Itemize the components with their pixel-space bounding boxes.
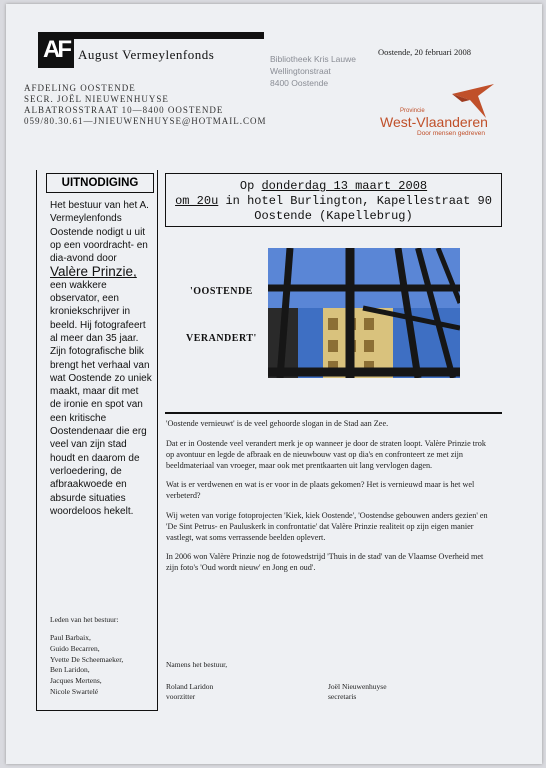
address-line: AFDELING OOSTENDE [24, 83, 136, 93]
address-line: ALBATROSSTRAAT 10—8400 OOSTENDE [24, 105, 224, 115]
body-paragraph: 'Oostende vernieuwt' is de veel gehoorde slogan in de Stad aan Zee. [166, 419, 389, 428]
library-stamp [270, 53, 356, 89]
address-line: SECR. JOËL NIEUWENHUYSE [24, 94, 169, 104]
body-paragraph: Wat is er verdwenen en wat is er voor in de plaats gekomen? Het is vernieuwd maar is het wel verbeterd? [166, 480, 475, 500]
board-heading: Leden van het bestuur: [50, 615, 119, 624]
body-paragraph: Dat er in Oostende veel verandert merk je op wanneer je door de straten loopt. Valère Prinzie trok op avontuur en legde de afbraak en de nieuwbouw vast op dia's en confronteert ze met zijn beeldmateriaal van vroeger, maar ook met prentkaarten uit lang vervlogen dagen. [166, 438, 486, 470]
board-member: Yvette De Scheemaeker, [50, 654, 124, 664]
invitation-intro: Het bestuur van het A. Vermeylenfonds Oostende nodigt u uit op een voordracht- en dia-avond door [50, 200, 149, 265]
province-label: Provincie [400, 108, 425, 114]
invitation-text [50, 199, 152, 518]
signature-heading: Namens het bestuur, [166, 660, 228, 669]
board-members [50, 633, 123, 698]
address-line: 059/80.30.61—JNIEUWENHUYSE@HOTMAIL.COM [24, 116, 267, 126]
window-photo [268, 248, 460, 378]
signature-chair [166, 682, 213, 702]
board-member: Ben Laridon, [50, 665, 90, 675]
board-member: Nicole Swartelé [50, 686, 99, 696]
board-member: Jacques Mertens, [50, 676, 102, 686]
section-divider [165, 412, 502, 414]
photo-title-line2: VERANDERT' [186, 333, 257, 344]
letter-body [166, 418, 496, 582]
body-paragraph: Wij weten van vorige fotoprojecten 'Kiek, kiek Oostende', 'Oostendse gebouwen anders gezien' en 'De Sint Petrus- en Pauluskerk in confrontatie' dat Valère Prinzie realiteit op zijn eigen manier vastlegt, wat soms verrassende beelden oplevert. [166, 510, 488, 542]
speaker-name: Valère Prinzie, [50, 264, 137, 280]
province-slogan: Door mensen gedreven [417, 130, 485, 137]
stamp-line: Wellingtonstraat [270, 66, 331, 76]
stamp-line: Bibliotheek Kris Lauwe [270, 54, 356, 64]
board-member: Paul Barbaix, [50, 633, 91, 642]
event-date-line: Op donderdag 13 maart 2008 [239, 179, 428, 193]
sender-address [24, 83, 267, 127]
board-member: Guido Becarren, [50, 643, 100, 653]
logo-bar [74, 32, 264, 39]
secretary-role: secretaris [328, 692, 357, 701]
stamp-line: 8400 Oostende [270, 78, 329, 88]
chair-name: Roland Laridon [166, 682, 214, 691]
province-name: West-Vlaanderen [380, 114, 488, 130]
organisation-name: August Vermeylenfonds [78, 47, 215, 62]
af-logo: AF [38, 32, 74, 68]
body-paragraph: In 2006 won Valère Prinzie nog de fotowedstrijd 'Thuis in de stad' van de Vlaamse Overheid met zijn foto's 'Oud wordt nieuw' en Jong en oud'. [166, 552, 484, 572]
event-venue-line: om 20u in hotel Burlington, Kapellestraat 90 [175, 194, 492, 208]
invitation-heading: UITNODIGING [46, 173, 154, 193]
event-details-box [165, 173, 502, 227]
photo-title-line1: 'OOSTENDE [190, 286, 253, 297]
event-location-line: Oostende (Kapellebrug) [254, 209, 413, 223]
letter-date: Oostende, 20 februari 2008 [378, 47, 472, 57]
signature-secretary [328, 682, 387, 702]
speaker-description: een wakkere observator, een kroniekschrijver in beeld. Hij fotografeert al meer dan 35 jaar. Zijn fotografische blik brengt het verhaal van wat Oostende zo uniek maakt, maar dit met de ironie en spot van een kritische Oostendenaar die erg veel van zijn stad houdt en daarom de verloedering, de afbraakwoede en absurde situaties woordeloos hekelt. [50, 279, 152, 517]
chair-role: voorzitter [166, 692, 196, 701]
secretary-name: Joël Nieuwenhuyse [328, 682, 387, 691]
